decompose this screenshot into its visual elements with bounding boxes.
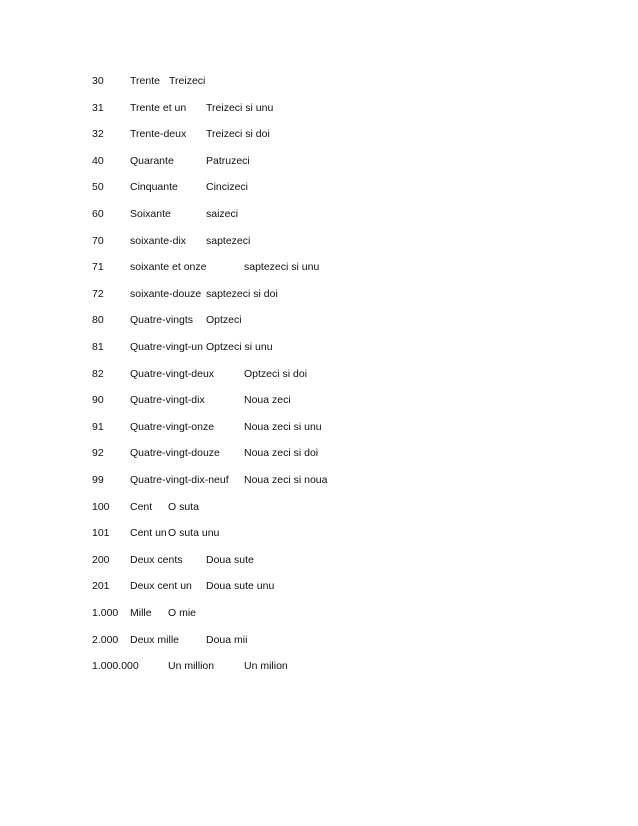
romanian-word-cell: Optzeci si unu — [206, 341, 273, 353]
romanian-word-cell: Doua sute unu — [206, 580, 275, 592]
number-cell: 90 — [92, 394, 104, 406]
french-word-cell: Cinquante — [130, 181, 178, 193]
list-item — [92, 632, 612, 648]
romanian-word-cell: O suta — [168, 501, 199, 513]
romanian-word-cell: Optzeci — [206, 314, 242, 326]
french-word-cell: Quatre-vingts — [130, 314, 194, 326]
romanian-word-cell: Noua zeci si unu — [244, 421, 322, 433]
romanian-word-cell: saptezeci — [206, 235, 251, 247]
french-word-cell: Deux mille — [130, 634, 180, 646]
number-cell: 1.000.000 — [92, 660, 139, 672]
number-cell: 100 — [92, 501, 110, 513]
french-word-cell: Mille — [130, 607, 152, 619]
romanian-word-cell: Treizeci si unu — [206, 102, 274, 114]
number-cell: 72 — [92, 288, 104, 300]
list-item — [92, 392, 612, 408]
romanian-word-cell: Optzeci si doi — [244, 368, 308, 380]
number-cell: 80 — [92, 314, 104, 326]
french-word-cell: soixante-douze — [130, 288, 202, 300]
romanian-word-cell: Doua mii — [206, 634, 248, 646]
french-word-cell: Quatre-vingt-douze — [130, 447, 220, 459]
list-item — [92, 100, 612, 116]
romanian-word-cell: Patruzeci — [206, 155, 250, 167]
number-cell: 91 — [92, 421, 104, 433]
romanian-word-cell: saptezeci si doi — [206, 288, 278, 300]
romanian-word-cell: Noua zeci si doi — [244, 447, 319, 459]
list-item — [92, 419, 612, 435]
number-cell: 99 — [92, 474, 104, 486]
french-word-cell: Trente — [130, 75, 160, 87]
list-item — [92, 312, 612, 328]
number-cell: 32 — [92, 128, 104, 140]
list-item — [92, 126, 612, 142]
french-word-cell: Un million — [168, 660, 215, 672]
romanian-word-cell: Treizeci — [169, 75, 206, 87]
list-item — [92, 73, 612, 89]
list-item — [92, 445, 612, 461]
romanian-word-cell: Cincizeci — [206, 181, 249, 193]
number-cell: 60 — [92, 208, 104, 220]
romanian-word-cell: Un milion — [244, 660, 288, 672]
number-cell: 30 — [92, 75, 104, 87]
list-item — [92, 525, 612, 541]
number-cell: 81 — [92, 341, 104, 353]
number-cell: 71 — [92, 261, 104, 273]
list-item — [92, 578, 612, 594]
romanian-word-cell: O mie — [168, 607, 197, 619]
french-word-cell: Quatre-vingt-onze — [130, 421, 215, 433]
french-word-cell: Trente-deux — [130, 128, 187, 140]
list-item — [92, 206, 612, 222]
french-word-cell: Cent un — [130, 527, 167, 539]
number-cell: 92 — [92, 447, 104, 459]
number-cell: 101 — [92, 527, 110, 539]
french-word-cell: Deux cents — [130, 554, 183, 566]
french-word-cell: Cent — [130, 501, 153, 513]
number-cell: 2.000 — [92, 634, 119, 646]
french-word-cell: Quatre-vingt-dix — [130, 394, 205, 406]
list-item — [92, 339, 612, 355]
french-word-cell: Quatre-vingt-deux — [130, 368, 215, 380]
list-item — [92, 552, 612, 568]
french-word-cell: soixante et onze — [130, 261, 207, 273]
romanian-word-cell: Noua zeci — [244, 394, 291, 406]
romanian-word-cell: Doua sute — [206, 554, 254, 566]
list-item — [92, 472, 612, 488]
french-word-cell: soixante-dix — [130, 235, 187, 247]
french-word-cell: Soixante — [130, 208, 171, 220]
list-item — [92, 605, 612, 621]
list-item — [92, 658, 612, 674]
romanian-word-cell: saptezeci si unu — [244, 261, 320, 273]
romanian-word-cell: Noua zeci si noua — [244, 474, 328, 486]
number-cell: 201 — [92, 580, 110, 592]
number-cell: 200 — [92, 554, 110, 566]
list-item — [92, 499, 612, 515]
number-cell: 70 — [92, 235, 104, 247]
number-cell: 50 — [92, 181, 104, 193]
list-item — [92, 286, 612, 302]
french-word-cell: Quarante — [130, 155, 174, 167]
french-word-cell: Quatre-vingt-dix-neuf — [130, 474, 229, 486]
list-item — [92, 366, 612, 382]
number-cell: 31 — [92, 102, 104, 114]
number-cell: 1.000 — [92, 607, 119, 619]
french-word-cell: Deux cent un — [130, 580, 192, 592]
french-word-cell: Trente et un — [130, 102, 187, 114]
list-item — [92, 153, 612, 169]
list-item — [92, 259, 612, 275]
list-item — [92, 233, 612, 249]
romanian-word-cell: Treizeci si doi — [206, 128, 270, 140]
number-cell: 40 — [92, 155, 104, 167]
number-cell: 82 — [92, 368, 104, 380]
list-item — [92, 179, 612, 195]
french-word-cell: Quatre-vingt-un — [130, 341, 203, 353]
romanian-word-cell: saizeci — [206, 208, 239, 220]
romanian-word-cell: O suta unu — [168, 527, 220, 539]
